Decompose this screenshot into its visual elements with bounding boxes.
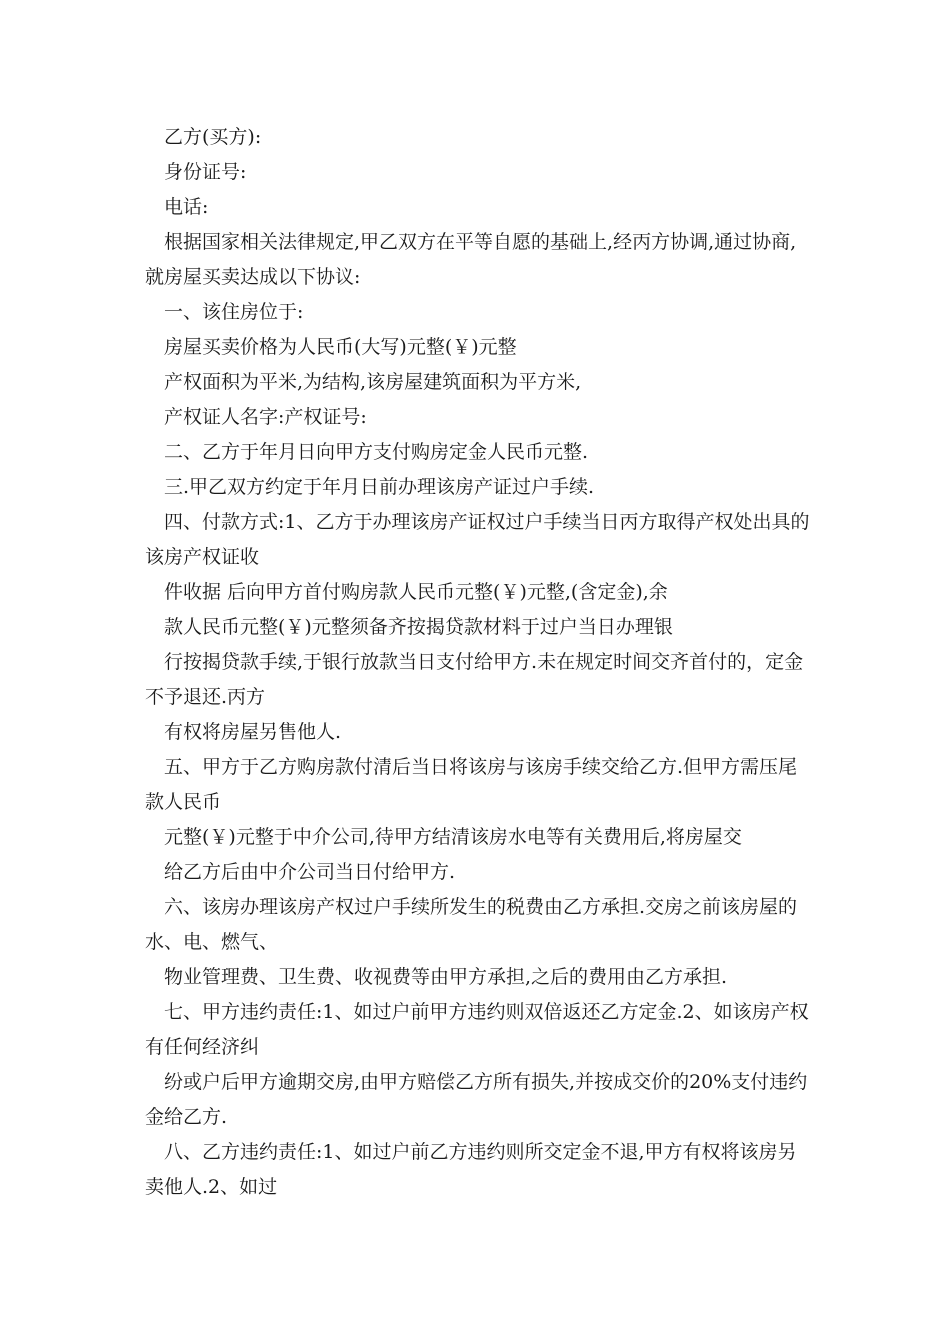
document-line: 六、该房办理该房产权过户手续所发生的税费由乙方承担.交房之前该房屋的水、电、燃气、 <box>145 896 798 953</box>
document-line: 房屋买卖价格为人民币(大写)元整(￥)元整 <box>164 336 517 358</box>
document-line: 产权面积为平米,为结构,该房屋建筑面积为平方米, <box>164 371 582 393</box>
document-line: 元整(￥)元整于中介公司,待甲方结清该房水电等有关费用后,将房屋交 <box>164 826 742 848</box>
document-line: 给乙方后由中介公司当日付给甲方. <box>164 861 456 883</box>
document-line: 五、甲方于乙方购房款付清后当日将该房与该房手续交给乙方.但甲方需压尾款人民币 <box>145 756 798 813</box>
document-line: 身份证号: <box>164 161 247 183</box>
document-line: 件收据 后向甲方首付购房款人民币元整(￥)元整,(含定金),余 <box>164 581 668 603</box>
document-line: 三.甲乙双方约定于年月日前办理该房产证过户手续. <box>164 476 595 498</box>
document-line: 七、甲方违约责任:1、如过户前甲方违约则双倍返还乙方定金.2、如该房产权有任何经济纠 <box>145 1001 809 1058</box>
document-line: 二、乙方于年月日向甲方支付购房定金人民币元整. <box>164 441 589 463</box>
document-line: 四、付款方式:1、乙方于办理该房产证权过户手续当日丙方取得产权处出具的该房产权证收 <box>145 511 810 568</box>
document-line: 纷或户后甲方逾期交房,由甲方赔偿乙方所有损失,并按成交价的20%支付违约金给乙方. <box>145 1071 808 1128</box>
document-line: 八、乙方违约责任:1、如过户前乙方违约则所交定金不退,甲方有权将该房另卖他人.2、如过 <box>145 1141 797 1198</box>
document-line: 物业管理费、卫生费、收视费等由甲方承担,之后的费用由乙方承担. <box>164 966 728 988</box>
document-line: 行按揭贷款手续,于银行放款当日支付给甲方.未在规定时间交齐首付的，定金不予退还.丙方 <box>145 651 804 708</box>
document-line: 电话: <box>164 196 209 218</box>
document-line: 根据国家相关法律规定,甲乙双方在平等自愿的基础上,经丙方协调,通过协商,就房屋买卖达成以下协议: <box>145 231 797 288</box>
document-line: 产权证人名字:产权证号: <box>164 406 367 428</box>
document-line: 有权将房屋另售他人. <box>164 721 342 743</box>
document-body <box>145 120 815 1205</box>
document-line: 款人民币元整(￥)元整须备齐按揭贷款材料于过户当日办理银 <box>164 616 673 638</box>
document-line: 一、该住房位于: <box>164 301 304 323</box>
document-line: 乙方(买方): <box>164 126 262 148</box>
